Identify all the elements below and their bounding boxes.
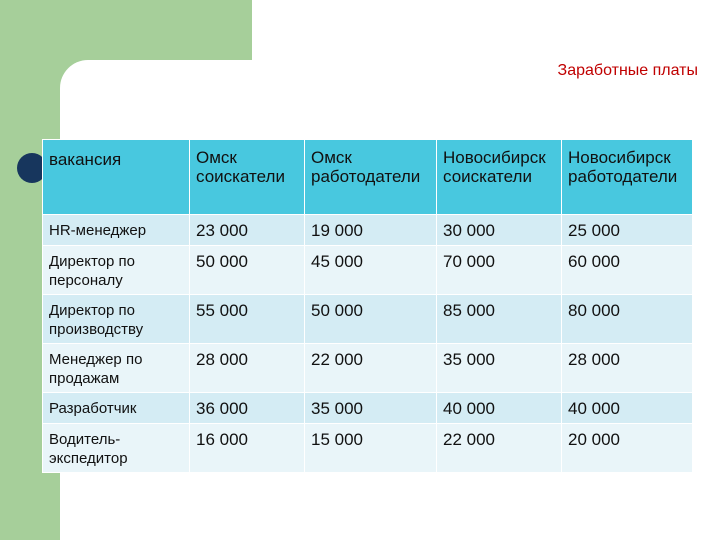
cell-nsk-seekers: 30 000: [437, 215, 562, 246]
cell-omsk-employers: 45 000: [305, 246, 437, 295]
cell-omsk-employers: 50 000: [305, 295, 437, 344]
row-position: Разработчик: [43, 393, 190, 424]
row-position: Водитель-экспедитор: [43, 424, 190, 473]
row-position: Менеджер по продажам: [43, 344, 190, 393]
table-row: [43, 215, 693, 246]
cell-nsk-employers: 40 000: [562, 393, 693, 424]
cell-nsk-seekers: 70 000: [437, 246, 562, 295]
table-header-row: [43, 140, 693, 215]
row-position: Директор по персоналу: [43, 246, 190, 295]
header-nsk-seekers: Новосибирск соискатели: [437, 140, 562, 215]
cell-omsk-seekers: 16 000: [190, 424, 305, 473]
cell-nsk-seekers: 35 000: [437, 344, 562, 393]
cell-nsk-employers: 20 000: [562, 424, 693, 473]
header-nsk-employers: Новосибирск работодатели: [562, 140, 693, 215]
cell-omsk-seekers: 50 000: [190, 246, 305, 295]
cell-nsk-employers: 60 000: [562, 246, 693, 295]
cell-omsk-seekers: 36 000: [190, 393, 305, 424]
row-position: Директор по производству: [43, 295, 190, 344]
cell-omsk-employers: 35 000: [305, 393, 437, 424]
slide-title: Заработные платы: [557, 62, 698, 79]
cell-nsk-seekers: 40 000: [437, 393, 562, 424]
table-row: [43, 295, 693, 344]
cell-nsk-seekers: 22 000: [437, 424, 562, 473]
cell-nsk-employers: 28 000: [562, 344, 693, 393]
cell-omsk-seekers: 55 000: [190, 295, 305, 344]
table-row: [43, 393, 693, 424]
header-position: вакансия: [43, 140, 190, 215]
cell-omsk-employers: 19 000: [305, 215, 437, 246]
header-omsk-seekers: Омск соискатели: [190, 140, 305, 215]
cell-nsk-seekers: 85 000: [437, 295, 562, 344]
salary-table: [42, 139, 693, 473]
cell-nsk-employers: 80 000: [562, 295, 693, 344]
cell-omsk-employers: 15 000: [305, 424, 437, 473]
table-row: [43, 246, 693, 295]
row-position: HR-менеджер: [43, 215, 190, 246]
cell-omsk-seekers: 28 000: [190, 344, 305, 393]
table-row: [43, 424, 693, 473]
cell-omsk-employers: 22 000: [305, 344, 437, 393]
cell-nsk-employers: 25 000: [562, 215, 693, 246]
cell-omsk-seekers: 23 000: [190, 215, 305, 246]
header-omsk-employers: Омск работодатели: [305, 140, 437, 215]
table-row: [43, 344, 693, 393]
